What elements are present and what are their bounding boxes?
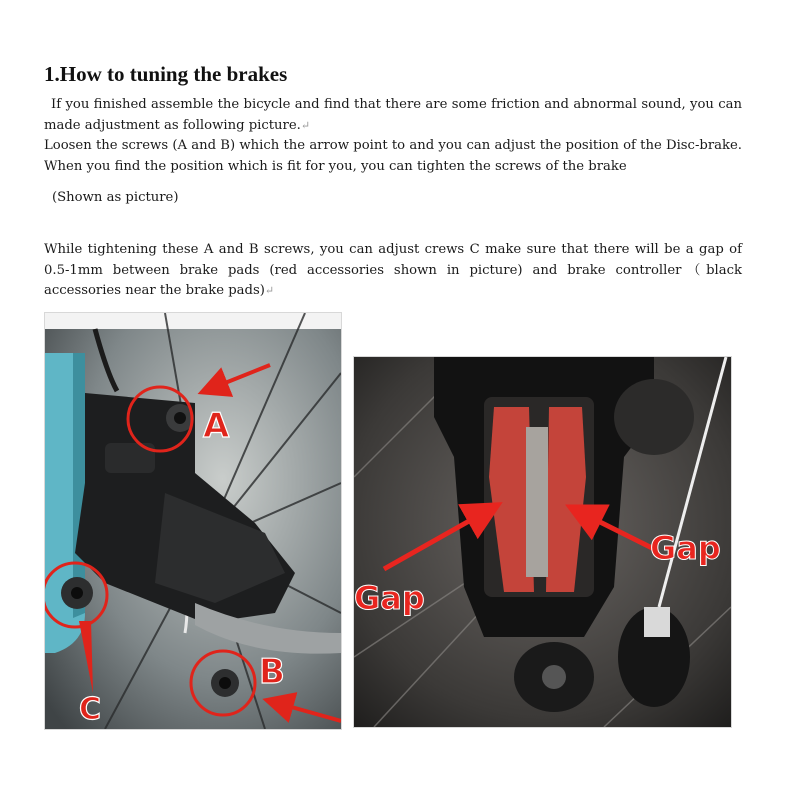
paragraph-shown-as-picture: (Shown as picture) (52, 190, 179, 205)
brake-caliper-photo (44, 312, 342, 730)
label-gap-left: Gap (354, 579, 425, 617)
paragraph-gap-adjust (44, 240, 742, 302)
paragraph-friction-text: If you finished assemble the bicycle and find that there are some friction and abnormal sound, you can made adjustment as following picture. (44, 97, 742, 133)
label-b: B (259, 652, 285, 692)
brake-caliper-illustration (45, 313, 341, 729)
return-mark: ↵ (264, 284, 275, 297)
label-gap-right: Gap (650, 529, 721, 567)
label-a: A (203, 406, 230, 446)
brake-pad-gap-illustration (354, 357, 731, 727)
paragraph-friction (44, 95, 742, 136)
paragraph-loosen-screws: Loosen the screws (A and B) which the arrow point to and you can adjust the position of the Disc-brake. When you find the position which is fit for you, you can tighten the screws of the brake (44, 138, 742, 174)
paragraph-gap-adjust-text: While tightening these A and B screws, you can adjust crews C make sure that there will be a gap of 0.5-1mm between brake pads (red accessories shown in picture) and brake controller（black accessories near the brake pads) (44, 242, 742, 298)
brake-pad-gap-photo (353, 356, 732, 728)
label-c: C (79, 692, 102, 727)
return-mark: ↵ (300, 118, 311, 132)
page-heading: 1.How to tuning the brakes (44, 62, 288, 86)
